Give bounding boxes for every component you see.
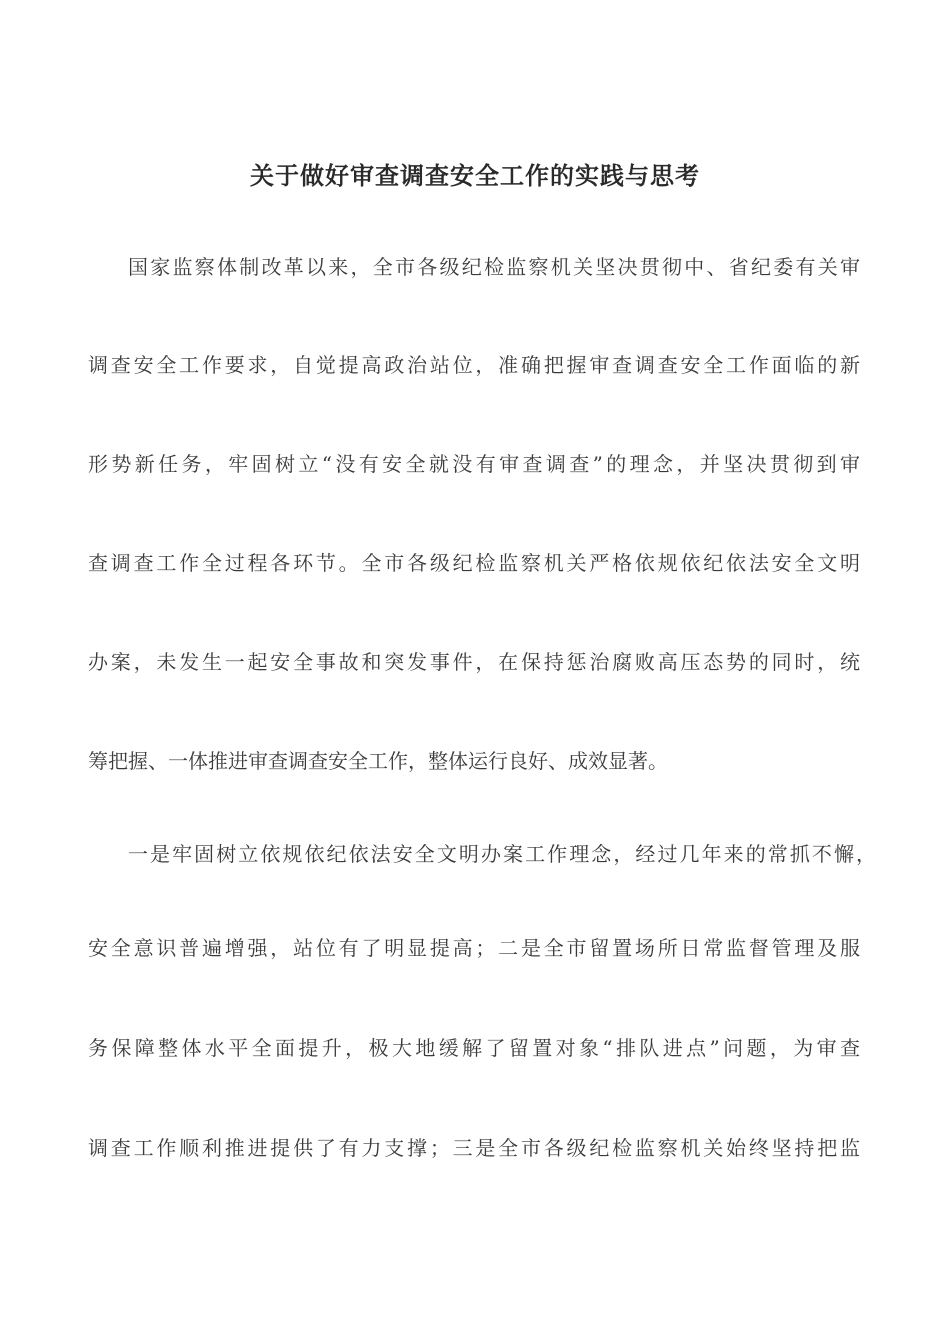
paragraph-line: 调查工作顺利推进提供了有力支撑；三是全市各级纪检监察机关始终坚持把监 — [88, 1136, 860, 1160]
document-title: 关于做好审查调查安全工作的实践与思考 — [250, 162, 700, 190]
paragraph-line: 一是牢固树立依规依纪依法安全文明办案工作理念，经过几年来的常抓不懈， — [128, 842, 876, 866]
paragraph-line: 查调查工作全过程各环节。全市各级纪检监察机关严格依规依纪依法安全文明 — [88, 551, 860, 575]
paragraph-line: 形势新任务，牢固树立“没有安全就没有审查调查”的理念，并坚决贯彻到审 — [88, 452, 860, 476]
paragraph-line: 安全意识普遍增强，站位有了明显提高；二是全市留置场所日常监督管理及服 — [88, 936, 860, 960]
paragraph-line: 办案，未发生一起安全事故和突发事件，在保持惩治腐败高压态势的同时，统 — [88, 650, 860, 674]
paragraph-line: 调查安全工作要求，自觉提高政治站位，准确把握审查调查安全工作面临的新 — [88, 353, 860, 377]
paragraph-line: 国家监察体制改革以来，全市各级纪检监察机关坚决贯彻中、省纪委有关审 — [128, 255, 860, 279]
paragraph-line: 务保障整体水平全面提升，极大地缓解了留置对象“排队进点”问题，为审查 — [88, 1036, 860, 1060]
paragraph-line: 筹把握、一体推进审查调查安全工作，整体运行良好、成效显著。 — [88, 749, 668, 773]
